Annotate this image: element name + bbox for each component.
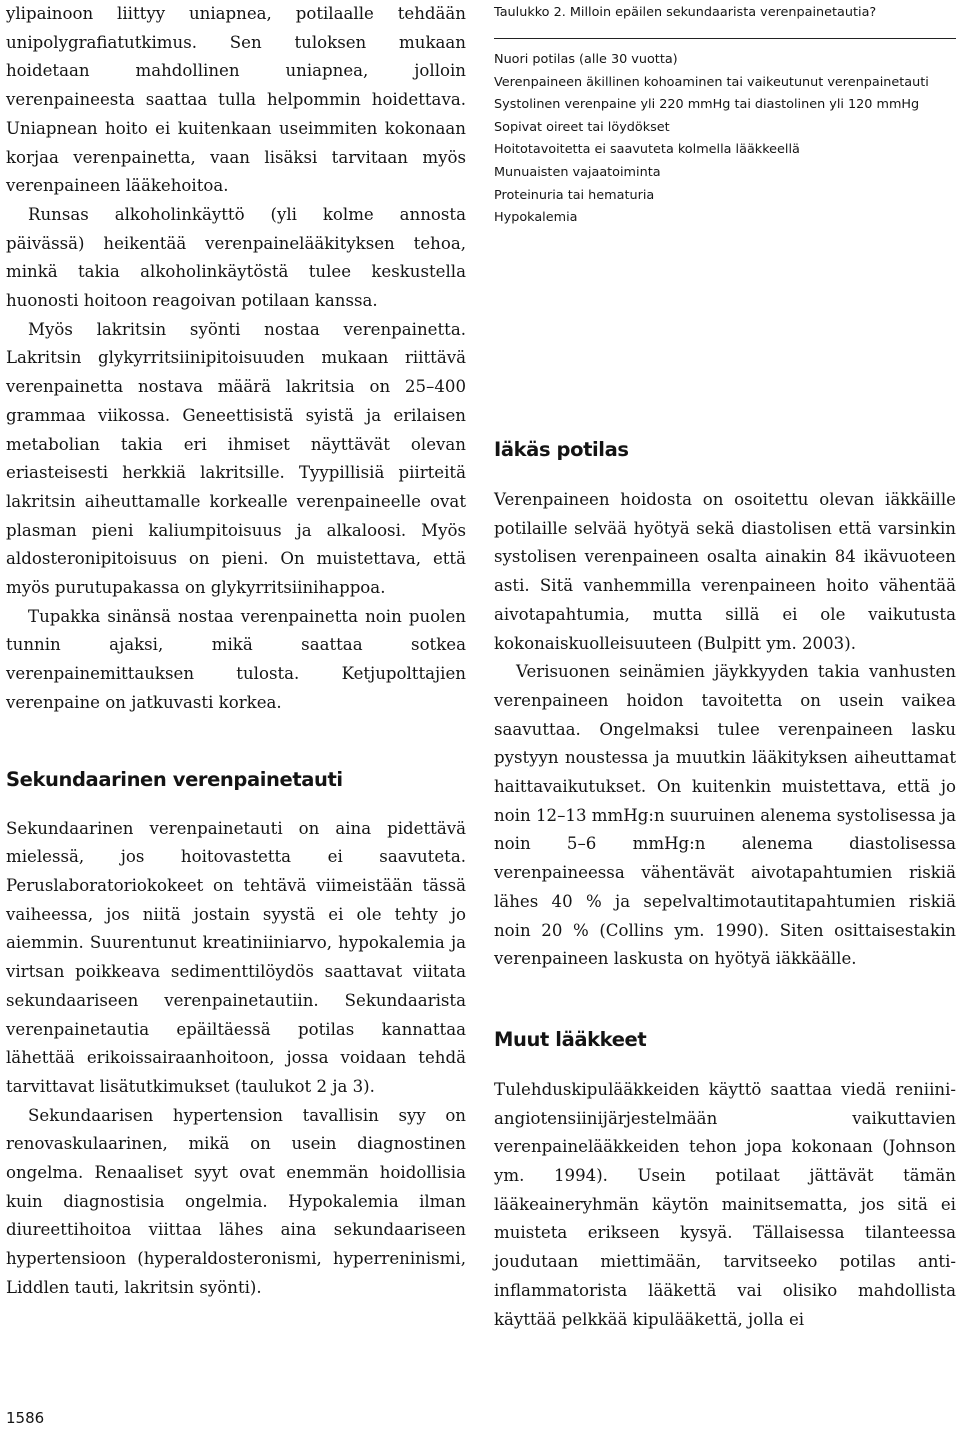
page-number: 1586 bbox=[6, 1409, 45, 1427]
paragraph-nsaids: Tulehduskipulääkkeiden käyttö saattaa viedä reniini-angiotensiinijärjestelmään vaikuttavien verenpainelääkkeiden tehon jopa kokonaan (Johnson ym. 1994). Usein potilaat jättävät tämän lääkeaineryhmän käytön mainitsematta, jos sitä ei muisteta erikseen kysyä. Tällaisessa tilanteessa joudutaan miettimään, tarvitseeko potilas anti-inflammatorista lääkettä vai olisiko mahdollista käyttää pelkkää kipulääkettä, jolla ei bbox=[494, 1079, 956, 1329]
table-item: Hypokalemia bbox=[494, 210, 578, 226]
paragraph-secondary-hypertension: Sekundaarinen verenpainetauti on aina pidettävä mielessä, jos hoitovastetta ei saavuteta. Peruslaboratoriokokeet on tehtävä viimeistään tässä vaiheessa, jos niitä jostain syystä ei ole tehty jo aiemmin. Suurentunut kreatiniiniarvo, hypokalemia ja virtsan poikkeava sedimenttilöydös saattavat viitata sekundaariseen verenpainetautiin. Sekundaarista verenpainetautia epäiltäessä potilas kannattaa lähettää erikoissairaanhoitoon, jossa voidaan tehdä tarvittavat lisätutkimukset (taulukot 2 ja 3). bbox=[6, 818, 466, 1096]
table-title: Taulukko 2. Milloin epäilen sekundaarista verenpainetautia? bbox=[494, 5, 877, 20]
table-item: Proteinuria tai hematuria bbox=[494, 187, 655, 203]
heading-other-drugs: Muut lääkkeet bbox=[494, 1027, 647, 1051]
heading-elderly-patient: Iäkäs potilas bbox=[494, 438, 629, 461]
right-column bbox=[494, 438, 956, 1334]
table-list bbox=[494, 49, 956, 230]
left-column bbox=[6, 0, 466, 1303]
paragraph-licorice: Myös lakritsin syönti nostaa verenpainetta. Lakritsin glykyrritsiinipitoisuuden mukaan riittävä verenpainetta nostava määrä lakritsia on 25–400 grammaa viikossa. Geneettisistä syistä ja erilaisen metabolian takia eri ihmiset näyttävät olevan eriasteisesti herkkiä lakritsille. Tyypillisiä piirteitä lakritsin aiheuttamalle korkealle verenpaineelle ovat plasman pieni kaliumpitoisuus ja alkaloosi. Myös aldosteronipitoisuus on pieni. On muistettava, että myös purutupakassa on glykyrritsiinihappoa. bbox=[6, 319, 466, 598]
table-divider bbox=[494, 38, 956, 39]
paragraph-elderly-benefit: Verenpaineen hoidosta on osoitettu olevan iäkkäille potilaille selvää hyötyä sekä diastolisen että varsinkin systolisen verenpaineen osalta ainakin 84 ikävuoteen asti. Sitä vanhemmilla verenpaineen hoito vähentää aivotapahtumia, mutta sillä ei ole vaikutusta kokonaiskuolleisuuteen (Bulpitt ym. 2003). bbox=[494, 490, 956, 653]
paragraph-alcohol: Runsas alkoholinkäyttö (yli kolme annosta päivässä) heikentää verenpainelääkityksen tehoa, minkä takia alkoholinkäytöstä tulee keskustella huonosti hoitoon reagoivan potilaan kanssa. bbox=[6, 204, 466, 311]
heading-secondary-hypertension: Sekundaarinen verenpainetauti bbox=[6, 767, 343, 791]
table-item: Hoitotavoitetta ei saavuteta kolmella lääkkeellä bbox=[494, 142, 800, 158]
paragraph-tobacco: Tupakka sinänsä nostaa verenpainetta noin puolen tunnin ajaksi, mikä saattaa sotkea verenpainemittauksen tulosta. Ketjupolttajien verenpaine on jatkuvasti korkea. bbox=[6, 606, 466, 712]
table-item: Munuaisten vajaatoiminta bbox=[494, 164, 661, 180]
paragraph-sleep-apnea: ylipainoon liittyy uniapnea, potilaalle tehdään unipolygrafiatutkimus. Sen tuloksen mukaan hoidetaan mahdollinen uniapnea, jolloin verenpaineesta saattaa tulla helpommin hoidettava. Uniapnean hoito ei kuitenkaan useimmiten kokonaan korjaa verenpainetta, vaan lisäksi tarvitaan myös verenpaineen lääkehoitoa. bbox=[6, 4, 466, 196]
table-item: Verenpaineen äkillinen kohoaminen tai vaikeutunut verenpainetauti bbox=[494, 74, 929, 90]
paragraph-renovascular: Sekundaarisen hypertension tavallisin syy on renovaskulaarinen, mikä on usein diagnostinen ongelma. Renaaliset syyt ovat enemmän hoidollisia kuin diagnostisia ongelmia. Hypokalemia ilman diureettihoitoa viittaa lähes aina sekundaariseen hypertensioon (hyperaldosteronismi, hyperreninismi, Liddlen tauti, lakritsin syönti). bbox=[6, 1105, 466, 1297]
paragraph-vessel-stiffness: Verisuonen seinämien jäykkyyden takia vanhusten verenpaineen hoidon tavoitetta on usein vaikea saavuttaa. Ongelmaksi tulee verenpaineen lasku pystyyn noustessa ja muutkin lääkityksen aiheuttamat haittavaikutukset. On kuitenkin muistettava, että jo noin 12–13 mmHg:n suuruinen alenema systolisessa ja noin 5–6 mmHg:n alenema diastolisessa verenpaineessa vähentävät aivotapahtumien riskiä lähes 40 % ja sepelvaltimotautitapahtumien riskiä noin 20 % (Collins ym. 1990). Siten osittaisestakin verenpaineen laskusta on hyötyä iäkkäälle. bbox=[494, 662, 956, 969]
table-item: Systolinen verenpaine yli 220 mmHg tai diastolinen yli 120 mmHg bbox=[494, 97, 920, 113]
table-item: Nuori potilas (alle 30 vuotta) bbox=[494, 52, 678, 67]
table-item: Sopivat oireet tai löydökset bbox=[494, 119, 670, 135]
